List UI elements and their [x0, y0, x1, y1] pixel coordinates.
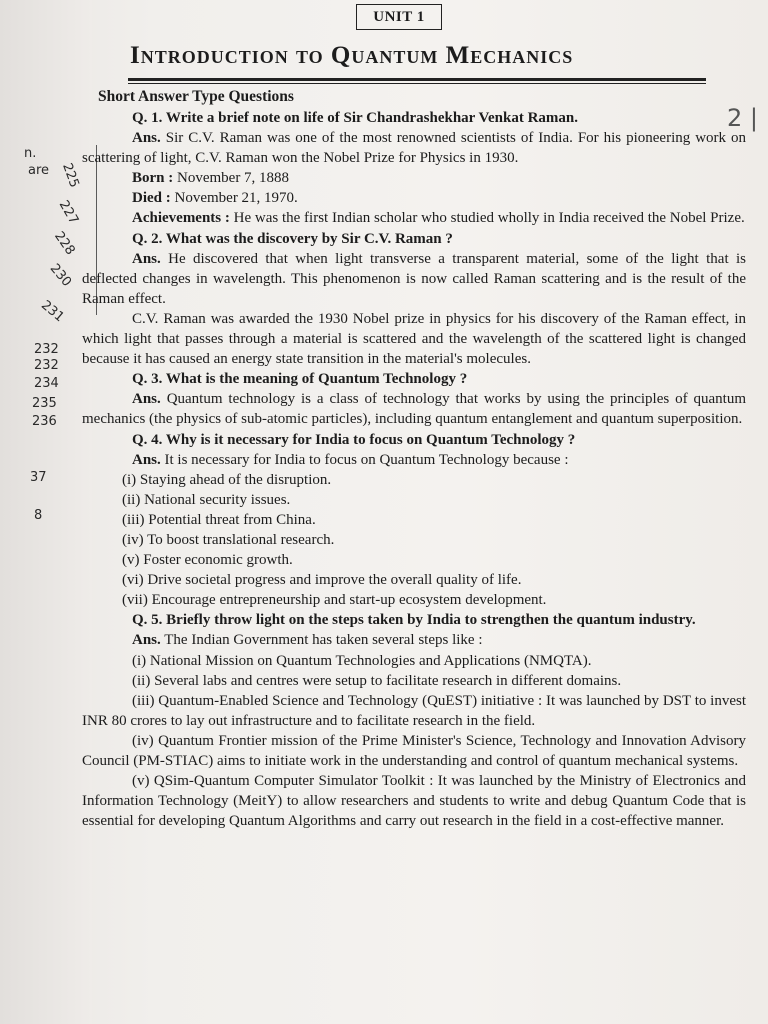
margin-number: 232: [34, 358, 59, 373]
margin-number: 232: [34, 342, 59, 357]
question-4: Q. 4. Why is it necessary for India to focus on Quantum Technology ?: [132, 431, 576, 448]
question-1: Q. 1. Write a brief note on life of Sir Chandrashekhar Venkat Raman.: [132, 110, 579, 126]
page-content: [82, 108, 746, 831]
margin-number: 8: [34, 508, 43, 523]
list-item: (vii) Encourage entrepreneurship and start-up ecosystem development.: [122, 592, 547, 609]
answer-5: [82, 630, 746, 650]
died-value: November 21, 1970.: [174, 190, 298, 207]
answer-text: It is necessary for India to focus on Quantum Technology because :: [164, 451, 569, 468]
margin-number: 230: [46, 261, 75, 290]
ans-label: Ans.: [132, 130, 161, 147]
list-item: (vi) Drive societal progress and improve the overall quality of life.: [122, 572, 522, 589]
achievements-value: He was the first Indian scholar who studied wholly in India received the Nobel Prize.: [233, 210, 745, 227]
answer-1: [82, 128, 746, 168]
list-item: (iv) Quantum Frontier mission of the Prime Minister's Science, Technology and Innovation Advisory Council (PM-STIAC) aims to initiate work in the understanding and control of quantum mechanical systems.: [82, 732, 746, 769]
answer-text: The Indian Government has taken several steps like :: [164, 632, 483, 649]
list-item: (iii) Quantum-Enabled Science and Technology (QuEST) initiative : It was launched by DST to invest INR 80 crores to lay out infrastructure and to facilitate research in the field.: [82, 692, 746, 729]
list-item: (ii) Several labs and centres were setup to facilitate research in different domains.: [132, 672, 622, 689]
answer-2-para: C.V. Raman was awarded the 1930 Nobel prize in physics for his discovery of the Raman effect, in which light that passes through a material is scattered and the wavelength of the scattered light is changed because it has caused an energy state transition in the material's molecules.: [82, 310, 746, 368]
ans-label: Ans.: [132, 632, 161, 649]
list-item: (i) Staying ahead of the disruption.: [122, 471, 332, 488]
answer-2: [82, 249, 746, 309]
born-value: November 7, 1888: [177, 170, 290, 187]
margin-number: 225: [59, 161, 82, 190]
achievements-label: Achievements :: [132, 210, 230, 227]
section-heading: Short Answer Type Questions: [98, 88, 294, 105]
margin-number: 37: [30, 470, 47, 485]
margin-fragment: n.: [24, 146, 37, 161]
margin-number: 234: [34, 376, 59, 391]
born-line: [82, 168, 746, 188]
answer-text: Quantum technology is a class of technology that works by using the principles of quantum mechanics (the physics of sub-atomic particles), including quantum entanglement and quantum superposition.: [82, 391, 747, 428]
question-5: Q. 5. Briefly throw light on the steps taken by India to strengthen the quantum industry.: [132, 612, 696, 629]
title-rule-thin: [128, 83, 706, 84]
ans-label: Ans.: [132, 250, 161, 267]
list-item: (v) QSim-Quantum Computer Simulator Toolkit : It was launched by the Ministry of Electronics and Information Technology (MeitY) to allow researchers and students to write and debug Quantum Code that is essential for developing Quantum Algorithms and carry out research in the field in a cost-effective manner.: [82, 773, 746, 830]
question-3: Q. 3. What is the meaning of Quantum Technology ?: [132, 371, 468, 388]
achievements-line: [82, 208, 746, 228]
died-label: Died :: [132, 190, 171, 207]
handwritten-mark: 2 |: [727, 104, 758, 132]
chapter-title: Introduction to Quantum Mechanics: [130, 42, 574, 69]
margin-number: 228: [51, 229, 78, 258]
margin-number: 227: [55, 197, 82, 228]
list-item: (iii) Potential threat from China.: [122, 511, 316, 528]
list-item: (i) National Mission on Quantum Technologies and Applications (NMQTA).: [132, 652, 592, 669]
question-2: Q. 2. What was the discovery by Sir C.V. Raman ?: [132, 230, 453, 247]
margin-number: 235: [32, 396, 57, 411]
left-page-margin: [0, 0, 92, 1024]
unit-label: UNIT 1: [356, 4, 442, 30]
list-item: (iv) To boost translational research.: [122, 531, 335, 548]
list-item: (v) Foster economic growth.: [122, 552, 293, 569]
answer-4: [82, 450, 746, 470]
answer-3: [82, 389, 746, 429]
margin-number: 231: [38, 297, 67, 326]
answer-text: Sir C.V. Raman was one of the most renowned scientists of India. For his pioneering work on scattering of light, C.V. Raman won the Nobel Prize for Physics in 1930.: [82, 130, 746, 167]
died-line: [82, 188, 746, 208]
list-item: (ii) National security issues.: [122, 491, 291, 508]
ans-label: Ans.: [132, 451, 161, 468]
margin-number: 236: [32, 414, 57, 429]
reasons-list: [82, 470, 746, 611]
answer-text: He discovered that when light transverse a transparent material, some of the light that is deflected changes in wavelength. This phenomenon is now called Raman scattering and is the result of the Raman effect.: [82, 250, 747, 307]
born-label: Born :: [132, 170, 174, 187]
margin-fragment: are: [28, 163, 50, 178]
ans-label: Ans.: [132, 391, 161, 408]
title-rule-thick: [128, 78, 706, 81]
